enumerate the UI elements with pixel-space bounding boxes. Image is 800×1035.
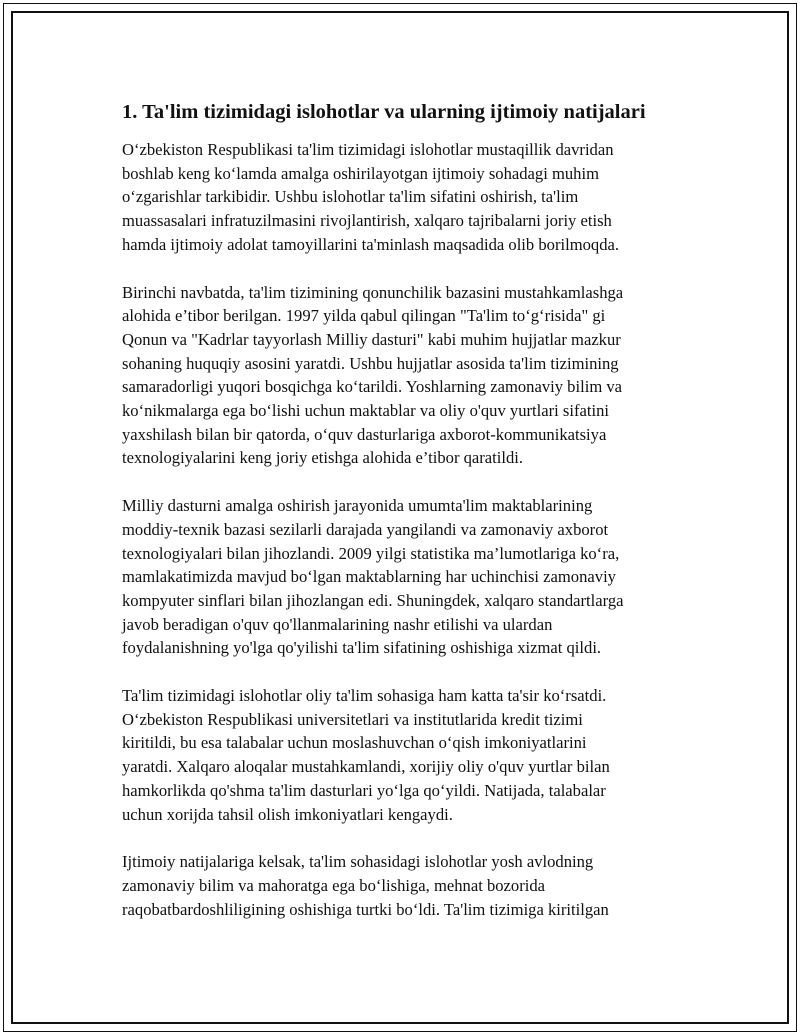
text-line: O‘zbekiston Respublikasi universitetlari va institutlarida kredit tizimi: [122, 709, 583, 729]
text-line: Ijtimoiy natijalariga kelsak, ta'lim sohasidagi islohotlar yosh avlodning: [122, 852, 594, 872]
text-line: kompyuter sinflari bilan jihozlangan edi. Shuningdek, xalqaro standartlarga: [122, 590, 624, 610]
text-line: hamkorlikda qo'shma ta'lim dasturlari yo‘lga qo‘yildi. Natijada, talabalar: [122, 780, 606, 800]
paragraph-5: [122, 850, 702, 921]
paragraph-2: [122, 281, 702, 471]
text-line: texnologiyalari bilan jihozlandi. 2009 yilgi statistika ma’lumotlariga ko‘ra,: [122, 543, 620, 563]
text-line: uchun xorijda tahsil olish imkoniyatlari kengaydi.: [122, 804, 453, 824]
paragraph-list: [122, 138, 702, 921]
text-line: zamonaviy bilim va mahoratga ega bo‘lishiga, mehnat bozorida: [122, 875, 546, 895]
paragraph-1: [122, 138, 702, 257]
text-line: alohida e’tibor berilgan. 1997 yilda qabul qilingan "Ta'lim to‘g‘risida" gi: [122, 306, 606, 326]
paragraph-4: [122, 684, 702, 826]
text-line: kiritildi, bu esa talabalar uchun moslashuvchan o‘qish imkoniyatlarini: [122, 733, 587, 753]
text-line: muassasalari infratuzilmasini rivojlantirish, xalqaro tajribalarni joriy etish: [122, 211, 612, 231]
text-line: raqobatbardoshliligining oshishiga turtki bo‘ldi. Ta'lim tizimiga kiritilgan: [122, 899, 609, 919]
text-line: ko‘nikmalarga ega bo‘lishi uchun maktablar va oliy o'quv yurtlari sifatini: [122, 401, 610, 421]
text-line: sohaning huquqiy asosini yaratdi. Ushbu hujjatlar asosida ta'lim tizimining: [122, 353, 619, 373]
text-line: texnologiyalarini keng joriy etishga alohida e’tibor qaratildi.: [122, 448, 524, 468]
paragraph-3: [122, 494, 702, 660]
text-line: foydalanishning yo'lga qo'yilishi ta'lim sifatining oshishiga xizmat qildi.: [122, 638, 602, 658]
text-line: yaratdi. Xalqaro aloqalar mustahkamlandi, xorijiy oliy o'quv yurtlar bilan: [122, 757, 610, 777]
text-line: Qonun va "Kadrlar tayyorlash Milliy dasturi" kabi muhim hujjatlar mazkur: [122, 329, 621, 349]
section-heading: 1. Ta'lim tizimidagi islohotlar va ularning ijtimoiy natijalari: [122, 101, 646, 123]
text-line: Ta'lim tizimidagi islohotlar oliy ta'lim sohasiga ham katta ta'sir ko‘rsatdi.: [122, 686, 607, 706]
text-line: yaxshilash bilan bir qatorda, o‘quv dasturlariga axborot-kommunikatsiya: [122, 424, 607, 444]
document-body: [122, 100, 702, 945]
text-line: javob beradigan o'quv qo'llanmalarining nashr etilishi va ulardan: [122, 614, 553, 634]
text-line: boshlab keng ko‘lamda amalga oshirilayotgan ijtimoiy sohadagi muhim: [122, 163, 599, 183]
page-frame: [3, 3, 797, 1032]
text-line: mamlakatimizda mavjud bo‘lgan maktablarning har uchinchisi zamonaviy: [122, 567, 616, 587]
text-line: hamda ijtimoiy adolat tamoyillarini ta'minlash maqsadida olib borilmoqda.: [122, 234, 620, 254]
text-line: o‘zgarishlar tarkibidir. Ushbu islohotlar ta'lim sifatini oshirish, ta'lim: [122, 187, 579, 207]
text-line: samaradorligi yuqori bosqichga ko‘tarildi. Yoshlarning zamonaviy bilim va: [122, 377, 623, 397]
text-line: Milliy dasturni amalga oshirish jarayonida umumta'lim maktablarining: [122, 496, 593, 516]
text-line: O‘zbekiston Respublikasi ta'lim tizimidagi islohotlar mustaqillik davridan: [122, 140, 614, 159]
text-line: moddiy-texnik bazasi sezilarli darajada yangilandi va zamonaviy axborot: [122, 519, 609, 539]
text-line: Birinchi navbatda, ta'lim tizimining qonunchilik bazasini mustahkamlashga: [122, 282, 624, 302]
